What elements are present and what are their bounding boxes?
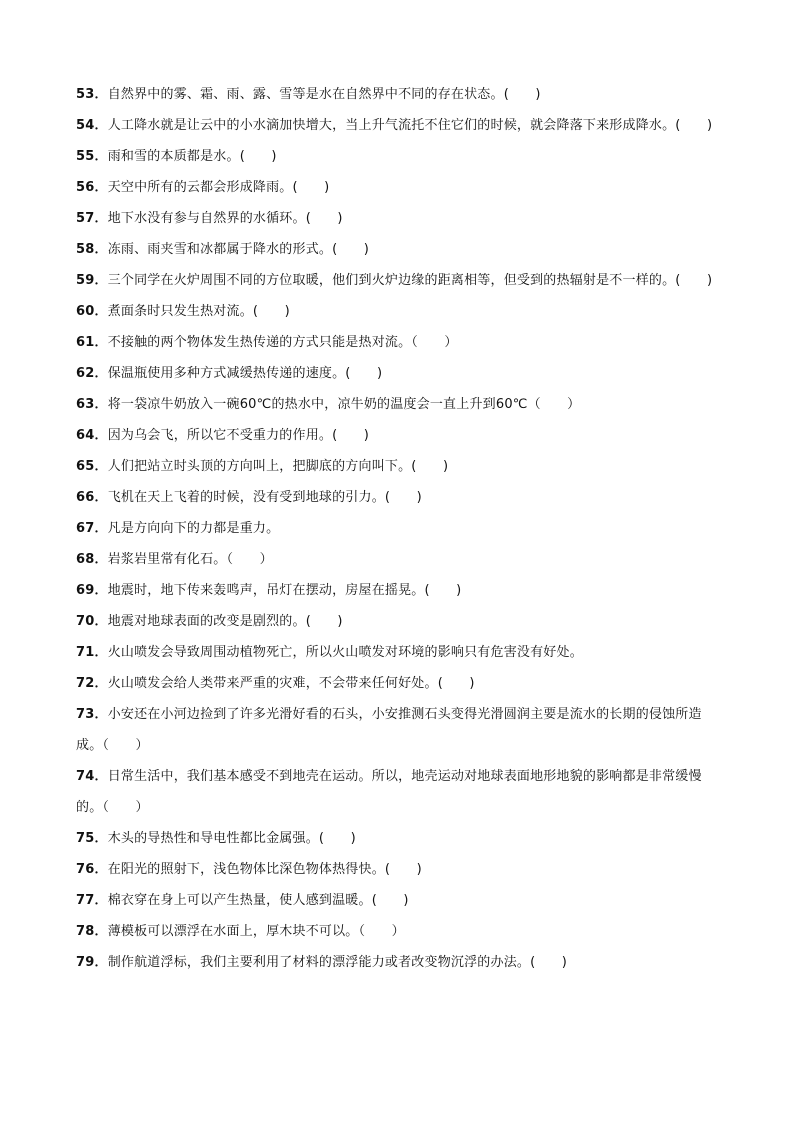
question-item xyxy=(76,79,724,110)
question-item xyxy=(76,544,724,575)
question-text: 雨和雪的本质都是水。( ) xyxy=(107,149,277,164)
question-number: 77． xyxy=(76,893,108,908)
question-number: 78． xyxy=(76,924,108,939)
question-text: 制作航道浮标，我们主要利用了材料的漂浮能力或者改变物沉浮的办法。( ) xyxy=(107,955,568,970)
question-text: 三个同学在火炉周围不同的方位取暖，他们到火炉边缘的距离相等，但受到的热辐射是不一样的。( ) xyxy=(107,273,713,288)
question-number: 70． xyxy=(76,614,108,629)
question-number: 63． xyxy=(76,397,108,412)
question-number: 69． xyxy=(76,583,108,598)
question-number: 62． xyxy=(76,366,108,381)
question-item xyxy=(76,637,724,668)
question-item xyxy=(76,947,724,978)
question-number: 64． xyxy=(76,428,108,443)
question-item xyxy=(76,854,724,885)
question-item xyxy=(76,699,724,761)
question-item xyxy=(76,234,724,265)
question-number: 66． xyxy=(76,490,108,505)
question-number: 59． xyxy=(76,273,108,288)
question-text: 飞机在天上飞着的时候，没有受到地球的引力。( ) xyxy=(107,490,422,505)
question-text: 人们把站立时头顶的方向叫上，把脚底的方向叫下。( ) xyxy=(107,459,449,474)
question-item xyxy=(76,358,724,389)
question-item xyxy=(76,885,724,916)
question-number: 55． xyxy=(76,149,108,164)
question-text: 岩浆岩里常有化石。（ ） xyxy=(107,552,273,567)
question-text: 自然界中的雾、霜、雨、露、雪等是水在自然界中不同的存在状态。( ) xyxy=(107,87,541,102)
question-number: 54． xyxy=(76,118,108,133)
question-number: 67． xyxy=(76,521,108,536)
question-number: 56． xyxy=(76,180,108,195)
question-text: 天空中所有的云都会形成降雨。( ) xyxy=(107,180,330,195)
question-text: 人工降水就是让云中的小水滴加快增大，当上升气流托不住它们的时候，就会降落下来形成降水。( ) xyxy=(107,118,713,133)
question-number: 71． xyxy=(76,645,108,660)
question-item xyxy=(76,606,724,637)
question-number: 60． xyxy=(76,304,108,319)
question-text: 火山喷发会给人类带来严重的灾难，不会带来任何好处。( ) xyxy=(107,676,475,691)
question-number: 65． xyxy=(76,459,108,474)
question-text: 木头的导热性和导电性都比金属强。( ) xyxy=(107,831,356,846)
question-text: 煮面条时只发生热对流。( ) xyxy=(107,304,290,319)
question-text: 薄模板可以漂浮在水面上，厚木块不可以。（ ） xyxy=(107,924,405,939)
question-number: 68． xyxy=(76,552,108,567)
question-item xyxy=(76,141,724,172)
question-text: 棉衣穿在身上可以产生热量，使人感到温暖。( ) xyxy=(107,893,409,908)
question-number: 53． xyxy=(76,87,108,102)
question-item xyxy=(76,327,724,358)
question-item xyxy=(76,482,724,513)
question-item xyxy=(76,265,724,296)
question-text: 冻雨、雨夹雪和冰都属于降水的形式。( ) xyxy=(107,242,370,257)
question-text: 小安还在小河边捡到了许多光滑好看的石头，小安推测石头变得光滑圆润主要是流水的长期的侵蚀所造成。（ ） xyxy=(76,707,702,753)
question-item xyxy=(76,668,724,699)
question-item xyxy=(76,761,724,823)
question-item xyxy=(76,451,724,482)
question-text: 地震对地球表面的改变是剧烈的。( ) xyxy=(107,614,343,629)
question-item xyxy=(76,203,724,234)
question-item xyxy=(76,110,724,141)
question-number: 61． xyxy=(76,335,108,350)
question-item xyxy=(76,513,724,544)
question-number: 58． xyxy=(76,242,108,257)
question-text: 地下水没有参与自然界的水循环。( ) xyxy=(107,211,343,226)
question-item xyxy=(76,172,724,203)
question-number: 76． xyxy=(76,862,108,877)
question-number: 74． xyxy=(76,769,108,784)
question-text: 凡是方向向下的力都是重力。 xyxy=(107,521,280,536)
question-number: 73． xyxy=(76,707,108,722)
question-text: 在阳光的照射下，浅色物体比深色物体热得快。( ) xyxy=(107,862,422,877)
question-number: 57． xyxy=(76,211,108,226)
question-text: 火山喷发会导致周围动植物死亡，所以火山喷发对环境的影响只有危害没有好处。 xyxy=(107,645,583,660)
question-item xyxy=(76,823,724,854)
question-item xyxy=(76,296,724,327)
question-number: 75． xyxy=(76,831,108,846)
question-text: 保温瓶使用多种方式减缓热传递的速度。( ) xyxy=(107,366,383,381)
question-text: 因为乌会飞，所以它不受重力的作用。( ) xyxy=(107,428,370,443)
question-text: 日常生活中，我们基本感受不到地壳在运动。所以，地壳运动对地球表面地形地貌的影响都是非常缓慢的。（ ） xyxy=(76,769,702,815)
question-text: 将一袋凉牛奶放入一碗60℃的热水中，凉牛奶的温度会一直上升到60℃（ ） xyxy=(107,397,581,412)
question-item xyxy=(76,916,724,947)
question-item xyxy=(76,420,724,451)
question-text: 地震时，地下传来轰鸣声，吊灯在摆动，房屋在摇晃。( ) xyxy=(107,583,462,598)
question-list xyxy=(76,79,724,978)
question-text: 不接触的两个物体发生热传递的方式只能是热对流。（ ） xyxy=(107,335,458,350)
question-item xyxy=(76,389,724,420)
question-item xyxy=(76,575,724,606)
question-number: 79． xyxy=(76,955,108,970)
question-number: 72． xyxy=(76,676,108,691)
